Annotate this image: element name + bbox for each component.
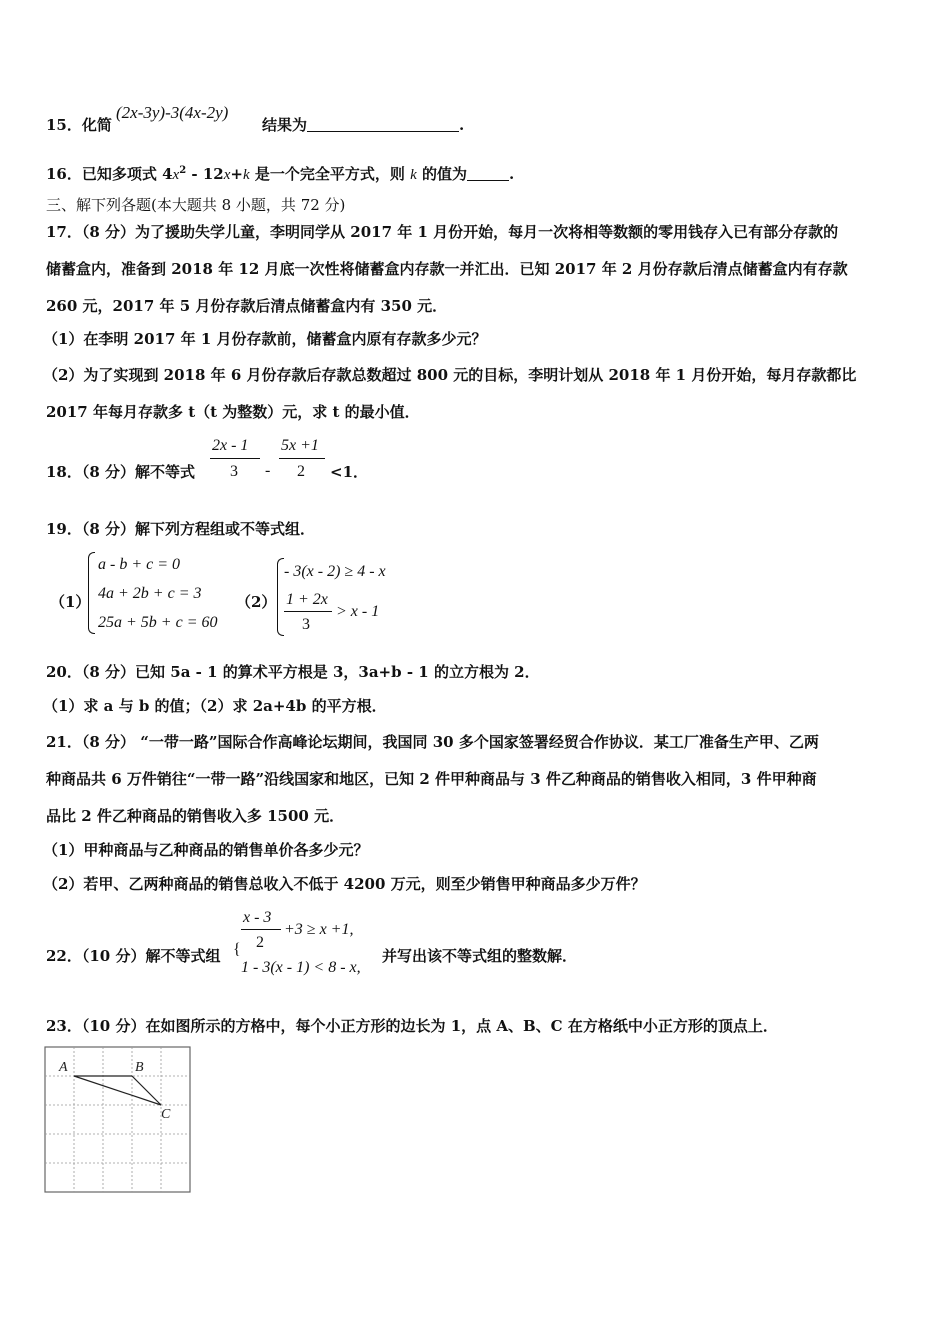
q15-answer-blank xyxy=(307,117,459,132)
q19-ineq2-rhs: > x - 1 xyxy=(336,603,380,620)
q19-label2: （2） xyxy=(236,593,277,611)
point-c-label: C xyxy=(161,1107,171,1122)
point-a-label: A xyxy=(59,1060,68,1075)
q22-line2: 1 - 3(x - 1) < 8 - x, xyxy=(241,959,361,976)
q18-frac1-den: 3 xyxy=(230,463,238,480)
q16-text-c: 是一个完全平方式，则 xyxy=(249,165,411,183)
q19-left-brace-1 xyxy=(88,552,95,634)
q18-prefix: 18．（8 分）解不等式 xyxy=(46,463,196,481)
q18-frac2-bar xyxy=(279,458,325,459)
q18-frac2-num: 5x +1 xyxy=(281,437,319,454)
q17-line1: 17．（8 分）为了援助失学儿童，李明同学从 2017 年 1 月份开始，每月一次将相等数额的零用钱存入已有部分存款的 xyxy=(46,223,839,241)
q19-left-brace-2 xyxy=(277,558,284,636)
q16-answer-blank xyxy=(467,166,509,181)
q16-end: . xyxy=(509,165,515,183)
q19-eq1: a - b + c = 0 xyxy=(98,556,181,573)
q18-tail: <1． xyxy=(330,463,369,481)
q16-text-b: - 12 xyxy=(186,165,224,183)
q15-label: 化简 xyxy=(81,116,112,134)
point-b-label: B xyxy=(135,1060,144,1075)
q21-sub1: （1）甲种商品与乙种商品的销售单价各多少元？ xyxy=(43,841,369,859)
q16-plus: + xyxy=(230,165,243,183)
q16-text-a: 已知多项式 4 xyxy=(81,165,173,183)
q15-expression: (2x-3y)-3(4x-2y) xyxy=(116,103,229,122)
q22-brace: { xyxy=(233,941,241,958)
q16-var-k2: k xyxy=(410,167,417,183)
q19-ineq2-den: 3 xyxy=(302,616,310,633)
q20-line1: 20．（8 分）已知 5a - 1 的算术平方根是 3，3a+b - 1 的立方根为 2． xyxy=(46,663,540,681)
q21-line1: 21．（8 分） “一带一路”国际合作高峰论坛期间，我国同 30 多个国家签署经贸合作协议．某工厂准备生产甲、乙两 xyxy=(46,733,819,751)
segment-ac xyxy=(74,1076,161,1105)
q15-suffix xyxy=(262,114,464,136)
q18-frac1-bar xyxy=(210,458,260,459)
q21-line2: 种商品共 6 万件销往“一带一路”沿线国家和地区，已知 2 件甲种商品与 3 件乙种商品的销售收入相同，3 件甲种商 xyxy=(46,770,817,788)
q17-sub1: （1）在李明 2017 年 1 月份存款前，储蓄盒内原有存款多少元？ xyxy=(43,330,487,348)
q15-suffix-text: 结果为 xyxy=(262,116,308,134)
q23-text: 23．（10 分）在如图所示的方格中，每个小正方形的边长为 1，点 A、B、C 在方格纸中小正方形的顶点上． xyxy=(46,1017,778,1035)
q17-line2: 储蓄盒内，准备到 2018 年 12 月底一次性将储蓄盒内存款一并汇出．已知 2017 年 2 月份存款后清点储蓄盒内有存款 xyxy=(46,260,848,278)
q22-suffix: 并写出该不等式组的整数解． xyxy=(382,947,578,965)
q19-label1: （1） xyxy=(50,593,91,611)
q19-ineq2-num: 1 + 2x xyxy=(286,591,328,608)
q16-num: 16． xyxy=(46,165,82,183)
q16-text-d: 的值为 xyxy=(416,165,468,183)
q16-exponent: 2 xyxy=(179,165,187,176)
q19-eq3: 25a + 5b + c = 60 xyxy=(98,614,218,631)
q16-var-k: k xyxy=(242,167,250,183)
q22-bar xyxy=(241,929,281,930)
q21-line3: 品比 2 件乙种商品的销售收入多 1500 元． xyxy=(46,807,345,825)
q19-ineq1: - 3(x - 2) ≥ 4 - x xyxy=(284,563,386,580)
q22-rhs1: +3 ≥ x +1, xyxy=(284,921,354,938)
q18-minus: - xyxy=(265,462,271,479)
q22-den: 2 xyxy=(256,934,264,951)
grid-figure xyxy=(44,1046,192,1194)
q22-num: x - 3 xyxy=(243,909,272,926)
q15-end: . xyxy=(459,116,465,134)
q19-ineq2-bar xyxy=(284,611,332,612)
section-header: 三、解下列各题(本大题共 8 小题，共 72 分) xyxy=(46,196,346,214)
q17-sub2a: （2）为了实现到 2018 年 6 月份存款后存款总数超过 800 元的目标，李明计划从 2018 年 1 月份开始，每月存款都比 xyxy=(43,366,857,384)
q17-line3: 260 元，2017 年 5 月份存款后清点储蓄盒内有 350 元． xyxy=(46,297,448,315)
q20-line2: （1）求 a 与 b 的值；（2）求 2a+4b 的平方根． xyxy=(43,697,387,715)
q16-var-x: x xyxy=(172,167,180,183)
q19-eq2: 4a + 2b + c = 3 xyxy=(98,585,202,602)
q22-prefix: 22．（10 分）解不等式组 xyxy=(46,947,221,965)
q17-sub2b: 2017 年每月存款多 t（t 为整数）元，求 t 的最小值． xyxy=(46,403,420,421)
q19-title: 19．（8 分）解下列方程组或不等式组． xyxy=(46,520,316,538)
q15 xyxy=(46,114,112,136)
q16 xyxy=(46,160,514,186)
q18-frac1-num: 2x - 1 xyxy=(212,437,249,454)
q16-var-x2: x xyxy=(223,167,231,183)
q21-sub2: （2）若甲、乙两种商品的销售总收入不低于 4200 万元，则至少销售甲种商品多少万件？ xyxy=(43,875,646,893)
q18-frac2-den: 2 xyxy=(297,463,305,480)
q15-num: 15． xyxy=(46,116,82,134)
